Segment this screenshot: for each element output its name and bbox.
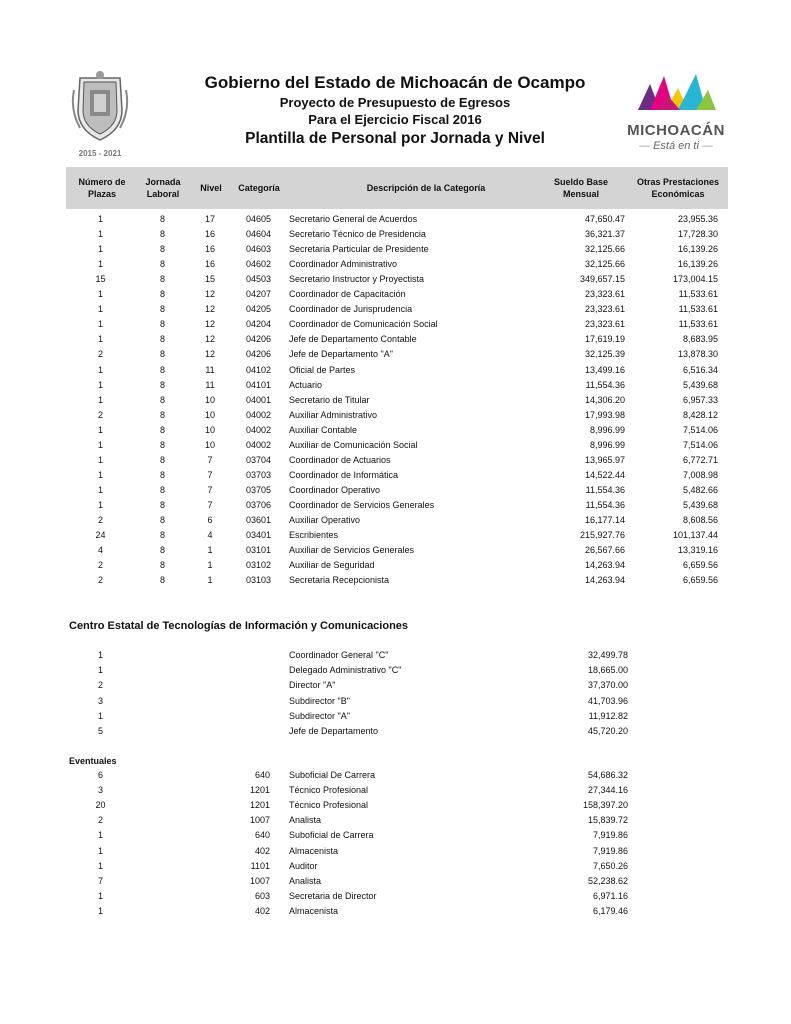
michoacan-brand-logo: [620, 70, 732, 150]
table-row: [0, 363, 791, 378]
nivel-cell: 6: [207, 515, 213, 525]
jornada-cell: 8: [159, 319, 165, 330]
section-title-eventuales: Eventuales: [69, 756, 117, 766]
sueldo-cell: 11,554.36: [585, 484, 625, 495]
otras-prestaciones-cell: 17,728.30: [677, 229, 718, 240]
sueldo-cell: 23,323.61: [584, 304, 625, 315]
header-otras: Otras Prestaciones Económicas: [636, 177, 720, 199]
table-row: [0, 513, 791, 528]
categoria-cell: 04206: [245, 349, 272, 360]
codigo-cell: 1101: [250, 860, 270, 871]
descripcion-cell: Técnico Profesional: [289, 800, 369, 811]
plazas-cell: 1: [97, 710, 103, 721]
nivel-cell: 7: [207, 484, 213, 495]
nivel-cell: 15: [204, 274, 215, 285]
nivel-cell: 1: [207, 575, 213, 586]
categoria-cell: 04603: [245, 244, 272, 255]
otras-prestaciones-cell: 11,533.61: [678, 319, 718, 330]
table-row: [0, 874, 791, 889]
nivel-cell: 10: [204, 424, 215, 435]
jornada-cell: 8: [159, 364, 165, 375]
otras-prestaciones-cell: 16,139.26: [677, 244, 718, 255]
logo-years: 2015 - 2021: [78, 149, 122, 158]
sueldo-cell: 11,912.82: [588, 710, 628, 721]
plazas-cell: 1: [97, 259, 103, 270]
sueldo-cell: 17,993.98: [584, 409, 625, 420]
sueldo-cell: 158,397.20: [582, 800, 628, 811]
table-row: [0, 768, 791, 783]
sueldo-cell: 7,919.86: [592, 830, 628, 841]
plazas-cell: 3: [97, 785, 103, 796]
plazas-cell: 2: [97, 409, 103, 420]
table-row: [0, 498, 791, 513]
descripcion-cell: Analista: [289, 875, 322, 886]
descripcion-cell: Secretario Instructor y Proyectista: [289, 274, 425, 285]
categoria-cell: 04206: [245, 334, 272, 345]
sueldo-cell: 54,686.32: [587, 770, 628, 780]
sueldo-cell: 32,125.66: [584, 244, 625, 255]
table-row: [0, 317, 791, 332]
plazas-cell: 15: [95, 274, 106, 285]
nivel-cell: 16: [204, 229, 215, 240]
table-row: [0, 648, 791, 663]
descripcion-cell: Coordinador de Actuarios: [289, 454, 391, 465]
jornada-cell: 8: [159, 469, 165, 480]
codigo-cell: 640: [254, 770, 270, 780]
categoria-cell: 03705: [245, 484, 272, 495]
otras-prestaciones-cell: 8,608.56: [682, 515, 718, 525]
otras-prestaciones-cell: 8,683.95: [682, 334, 718, 345]
otras-prestaciones-cell: 101,137.44: [672, 530, 718, 541]
nivel-cell: 17: [204, 214, 215, 224]
nivel-cell: 10: [204, 394, 215, 405]
plazas-cell: 2: [97, 560, 103, 571]
plazas-cell: 1: [97, 229, 103, 240]
categoria-cell: 04602: [245, 259, 272, 270]
header-plazas: Número de Plazas: [78, 177, 126, 199]
table-row: [0, 798, 791, 813]
otras-prestaciones-cell: 23,955.36: [677, 214, 718, 224]
brand-mark-icon: [620, 70, 732, 118]
sueldo-cell: 32,125.39: [584, 349, 625, 360]
header-sueldo: Sueldo Base Mensual: [553, 177, 609, 199]
jornada-cell: 8: [159, 379, 165, 390]
sueldo-cell: 15,839.72: [587, 815, 628, 826]
descripcion-cell: Coordinador Administrativo: [289, 259, 398, 270]
table-row: [0, 904, 791, 919]
sueldo-cell: 14,263.94: [584, 575, 625, 586]
document-subtitle-staff: Plantilla de Personal por Jornada y Nivel: [245, 130, 545, 147]
plazas-cell: 1: [97, 334, 103, 345]
table-row: [0, 694, 791, 709]
sueldo-cell: 26,567.66: [584, 545, 625, 556]
categoria-cell: 04002: [245, 409, 272, 420]
table-row: [0, 423, 791, 438]
descripcion-cell: Coordinador General "C": [289, 650, 389, 660]
nivel-cell: 7: [207, 499, 213, 510]
jornada-cell: 8: [159, 530, 165, 541]
otras-prestaciones-cell: 6,957.33: [682, 394, 718, 405]
jornada-cell: 8: [159, 484, 165, 495]
descripcion-cell: Suboficial De Carrera: [289, 770, 376, 780]
sueldo-cell: 215,927.76: [579, 530, 625, 541]
sueldo-cell: 32,499.78: [587, 650, 628, 660]
plazas-cell: 1: [97, 289, 103, 300]
categoria-cell: 04102: [245, 364, 272, 375]
categoria-cell: 04605: [245, 214, 272, 224]
plazas-cell: 1: [97, 304, 103, 315]
section-title-cetic: Centro Estatal de Tecnologías de Información y Comunicaciones: [69, 620, 409, 632]
plazas-cell: 2: [97, 680, 103, 691]
table-row: [0, 468, 791, 483]
sueldo-cell: 47,650.47: [584, 214, 625, 224]
descripcion-cell: Almacenista: [289, 905, 339, 916]
descripcion-cell: Auxiliar Contable: [289, 424, 358, 435]
codigo-cell: 402: [254, 905, 270, 916]
table-row: [0, 859, 791, 874]
sueldo-cell: 32,125.66: [584, 259, 625, 270]
sueldo-cell: 37,370.00: [587, 680, 628, 691]
table-row: [0, 438, 791, 453]
jornada-cell: 8: [159, 439, 165, 450]
otras-prestaciones-cell: 6,659.56: [682, 575, 718, 586]
sueldo-cell: 14,306.20: [584, 394, 625, 405]
categoria-cell: 03703: [245, 469, 272, 480]
jornada-cell: 8: [159, 229, 165, 240]
descripcion-cell: Secretario Técnico de Presidencia: [289, 229, 426, 240]
sueldo-cell: 23,323.61: [584, 319, 625, 330]
brand-name: MICHOACÁN: [627, 122, 725, 139]
plazas-cell: 2: [97, 815, 103, 826]
categoria-cell: 03401: [245, 530, 272, 541]
table-row: [0, 347, 791, 362]
jornada-cell: 8: [159, 304, 165, 315]
codigo-cell: 1201: [249, 800, 270, 811]
otras-prestaciones-cell: 5,439.68: [682, 499, 718, 510]
table-row: [0, 227, 791, 242]
table-row: [0, 528, 791, 543]
otras-prestaciones-cell: 6,516.34: [682, 364, 718, 375]
sueldo-cell: 23,323.61: [584, 289, 625, 300]
header-categoria: Categoría: [238, 183, 280, 193]
descripcion-cell: Subdirector "B": [289, 695, 350, 706]
table-row: [0, 783, 791, 798]
descripcion-cell: Auxiliar Administrativo: [289, 409, 378, 420]
plazas-cell: 2: [97, 575, 103, 586]
descripcion-cell: Oficial de Partes: [289, 364, 356, 375]
table-row: [0, 212, 791, 227]
sueldo-cell: 8,996.99: [589, 424, 625, 435]
categoria-cell: 04604: [245, 229, 272, 240]
otras-prestaciones-cell: 13,319.16: [677, 545, 718, 556]
table-row: [0, 828, 791, 843]
table-row: [0, 558, 791, 573]
descripcion-cell: Analista: [289, 815, 322, 826]
plazas-cell: 1: [97, 439, 103, 450]
sueldo-cell: 17,619.19: [584, 334, 625, 345]
sueldo-cell: 6,179.46: [592, 905, 628, 916]
descripcion-cell: Técnico Profesional: [289, 785, 369, 796]
codigo-cell: 402: [254, 845, 270, 856]
plazas-cell: 1: [97, 890, 103, 901]
categoria-cell: 03103: [245, 575, 272, 586]
table-row: [0, 453, 791, 468]
otras-prestaciones-cell: 5,482.66: [682, 484, 718, 495]
categoria-cell: 04205: [245, 304, 272, 315]
plazas-cell: 1: [97, 905, 103, 916]
descripcion-cell: Auxiliar de Servicios Generales: [289, 545, 415, 556]
table-row: [0, 678, 791, 693]
table-row: [0, 287, 791, 302]
jornada-cell: 8: [159, 499, 165, 510]
nivel-cell: 7: [207, 469, 213, 480]
nivel-cell: 1: [207, 545, 213, 556]
table-row: [0, 813, 791, 828]
jornada-cell: 8: [159, 274, 165, 285]
header-nivel: Nivel: [200, 183, 222, 193]
plazas-cell: 2: [97, 515, 103, 525]
plazas-cell: 1: [97, 469, 103, 480]
categoria-cell: 03704: [245, 454, 272, 465]
plazas-cell: 1: [97, 499, 103, 510]
plazas-cell: 1: [97, 454, 103, 465]
plazas-cell: 1: [97, 379, 103, 390]
plazas-cell: 2: [97, 349, 103, 360]
table-row: [0, 844, 791, 859]
table-row: [0, 242, 791, 257]
plazas-cell: 1: [97, 394, 103, 405]
sueldo-cell: 16,177.14: [584, 515, 625, 525]
descripcion-cell: Suboficial de Carrera: [289, 830, 374, 841]
plazas-cell: 3: [97, 695, 103, 706]
sueldo-cell: 14,522.44: [584, 469, 625, 480]
brand-tagline: — Está en ti —: [639, 140, 713, 152]
sueldo-cell: 27,344.16: [587, 785, 628, 796]
sueldo-cell: 6,971.16: [592, 890, 628, 901]
descripcion-cell: Coordinador Operativo: [289, 484, 381, 495]
sueldo-cell: 18,665.00: [587, 665, 628, 676]
table-row: [0, 889, 791, 904]
table-row: [0, 332, 791, 347]
categoria-cell: 03706: [245, 499, 272, 510]
descripcion-cell: Jefe de Departamento Contable: [289, 334, 417, 345]
plazas-cell: 1: [97, 364, 103, 375]
plazas-cell: 1: [97, 845, 103, 856]
jornada-cell: 8: [159, 545, 165, 556]
sueldo-cell: 36,321.37: [584, 229, 625, 240]
nivel-cell: 12: [204, 334, 215, 345]
nivel-cell: 4: [207, 530, 213, 541]
jornada-cell: 8: [159, 454, 165, 465]
jornada-cell: 8: [159, 560, 165, 571]
descripcion-cell: Jefe de Departamento: [289, 726, 379, 736]
jornada-cell: 8: [159, 349, 165, 360]
document-subtitle-fiscal-year: Para el Ejercicio Fiscal 2016: [308, 112, 482, 127]
categoria-cell: 04207: [245, 289, 272, 300]
descripcion-cell: Coordinador de Servicios Generales: [289, 499, 435, 510]
otras-prestaciones-cell: 6,659.56: [682, 560, 718, 571]
table-row: [0, 393, 791, 408]
table-row: [0, 272, 791, 287]
descripcion-cell: Almacenista: [289, 845, 339, 856]
categoria-cell: 04503: [245, 274, 272, 285]
document-subtitle-budget: Proyecto de Presupuesto de Egresos: [279, 95, 511, 110]
plazas-cell: 1: [97, 830, 103, 841]
plazas-cell: 1: [97, 214, 103, 224]
sueldo-cell: 45,720.20: [587, 726, 628, 736]
sueldo-cell: 13,965.97: [584, 454, 625, 465]
header-jornada: Jornada Laboral: [145, 177, 181, 199]
table-row: [0, 709, 791, 724]
categoria-cell: 04002: [245, 424, 272, 435]
categoria-cell: 03102: [245, 560, 272, 571]
otras-prestaciones-cell: 173,004.15: [672, 274, 718, 285]
codigo-cell: 1007: [249, 875, 270, 886]
nivel-cell: 12: [204, 319, 215, 330]
codigo-cell: 1201: [249, 785, 270, 796]
header-descripcion: Descripción de la Categoría: [366, 183, 486, 193]
plazas-cell: 1: [97, 244, 103, 255]
descripcion-cell: Escribientes: [289, 530, 339, 541]
categoria-cell: 04101: [245, 379, 272, 390]
descripcion-cell: Secretario de Titular: [289, 394, 370, 405]
table-row: [0, 573, 791, 588]
plazas-cell: 1: [97, 484, 103, 495]
sueldo-cell: 7,650.26: [592, 860, 628, 871]
descripcion-cell: Coordinador de Jurisprudencia: [289, 304, 413, 315]
sueldo-cell: 7,919.86: [592, 845, 628, 856]
plazas-cell: 1: [97, 319, 103, 330]
nivel-cell: 16: [204, 244, 215, 255]
descripcion-cell: Secretario General de Acuerdos: [289, 214, 418, 224]
jornada-cell: 8: [159, 394, 165, 405]
nivel-cell: 1: [207, 560, 213, 571]
codigo-cell: 640: [254, 830, 270, 841]
table-row: [0, 257, 791, 272]
otras-prestaciones-cell: 13,878.30: [677, 349, 718, 360]
categoria-cell: 03101: [245, 545, 272, 556]
categoria-cell: 03601: [245, 515, 272, 525]
descripcion-cell: Delegado Administrativo "C": [289, 665, 402, 676]
codigo-cell: 603: [254, 890, 270, 901]
otras-prestaciones-cell: 6,772.71: [682, 454, 718, 465]
nivel-cell: 16: [204, 259, 215, 270]
nivel-cell: 10: [204, 439, 215, 450]
plazas-cell: 1: [97, 650, 103, 660]
table-row: [0, 302, 791, 317]
descripcion-cell: Auxiliar de Comunicación Social: [289, 439, 418, 450]
otras-prestaciones-cell: 7,514.06: [682, 439, 718, 450]
jornada-cell: 8: [159, 244, 165, 255]
nivel-cell: 12: [204, 304, 215, 315]
table-row: [0, 663, 791, 678]
descripcion-cell: Subdirector "A": [289, 710, 350, 721]
categoria-cell: 04001: [245, 394, 272, 405]
plazas-cell: 1: [97, 424, 103, 435]
sueldo-cell: 52,238.62: [587, 875, 628, 886]
sueldo-cell: 349,657.15: [579, 274, 625, 285]
plazas-cell: 7: [97, 875, 103, 886]
jornada-cell: 8: [159, 334, 165, 345]
table-row: [0, 408, 791, 423]
descripcion-cell: Director "A": [289, 680, 336, 691]
otras-prestaciones-cell: 5,439.68: [682, 379, 718, 390]
descripcion-cell: Actuario: [289, 379, 323, 390]
jornada-cell: 8: [159, 409, 165, 420]
descripcion-cell: Coordinador de Comunicación Social: [289, 319, 438, 330]
sueldo-cell: 41,703.96: [587, 695, 628, 706]
otras-prestaciones-cell: 7,514.06: [682, 424, 718, 435]
jornada-cell: 8: [159, 575, 165, 586]
jornada-cell: 8: [159, 289, 165, 300]
otras-prestaciones-cell: 11,533.61: [678, 289, 718, 300]
nivel-cell: 11: [205, 364, 215, 375]
sueldo-cell: 14,263.94: [584, 560, 625, 571]
descripcion-cell: Auditor: [289, 860, 318, 871]
document-title: Gobierno del Estado de Michoacán de Ocampo: [204, 73, 586, 92]
coat-of-arms-icon: [70, 70, 130, 144]
plazas-cell: 5: [97, 726, 103, 736]
categoria-cell: 04002: [245, 439, 272, 450]
nivel-cell: 12: [204, 349, 215, 360]
otras-prestaciones-cell: 16,139.26: [677, 259, 718, 270]
sueldo-cell: 11,554.36: [585, 499, 625, 510]
plazas-cell: 20: [95, 800, 106, 811]
descripcion-cell: Coordinador de Capacitación: [289, 289, 406, 300]
descripcion-cell: Secretaria de Director: [289, 890, 377, 901]
jornada-cell: 8: [159, 259, 165, 270]
table-header: [66, 167, 728, 209]
table-row: [0, 378, 791, 393]
plazas-cell: 4: [97, 545, 103, 556]
nivel-cell: 10: [204, 409, 215, 420]
sueldo-cell: 13,499.16: [584, 364, 625, 375]
nivel-cell: 7: [207, 454, 213, 465]
sueldo-cell: 8,996.99: [589, 439, 625, 450]
descripcion-cell: Auxiliar Operativo: [289, 515, 361, 525]
table-row: [0, 483, 791, 498]
sueldo-cell: 11,554.36: [585, 379, 625, 390]
codigo-cell: 1007: [249, 815, 270, 826]
descripcion-cell: Jefe de Departamento "A": [289, 349, 393, 360]
plazas-cell: 6: [97, 770, 103, 780]
jornada-cell: 8: [159, 515, 165, 525]
nivel-cell: 12: [204, 289, 215, 300]
otras-prestaciones-cell: 8,428.12: [682, 409, 718, 420]
descripcion-cell: Coordinador de Informática: [289, 469, 399, 480]
descripcion-cell: Secretaria Particular de Presidente: [289, 244, 429, 255]
jornada-cell: 8: [159, 214, 165, 224]
table-row: [0, 724, 791, 739]
categoria-cell: 04204: [245, 319, 272, 330]
jornada-cell: 8: [159, 424, 165, 435]
otras-prestaciones-cell: 11,533.61: [678, 304, 718, 315]
otras-prestaciones-cell: 7,008.98: [682, 469, 718, 480]
descripcion-cell: Secretaria Recepcionista: [289, 575, 390, 586]
state-coat-of-arms-logo: [70, 70, 130, 158]
plazas-cell: 24: [95, 530, 106, 541]
descripcion-cell: Auxiliar de Seguridad: [289, 560, 375, 571]
nivel-cell: 11: [205, 379, 215, 390]
table-row: [0, 543, 791, 558]
plazas-cell: 1: [97, 860, 103, 871]
plazas-cell: 1: [97, 665, 103, 676]
